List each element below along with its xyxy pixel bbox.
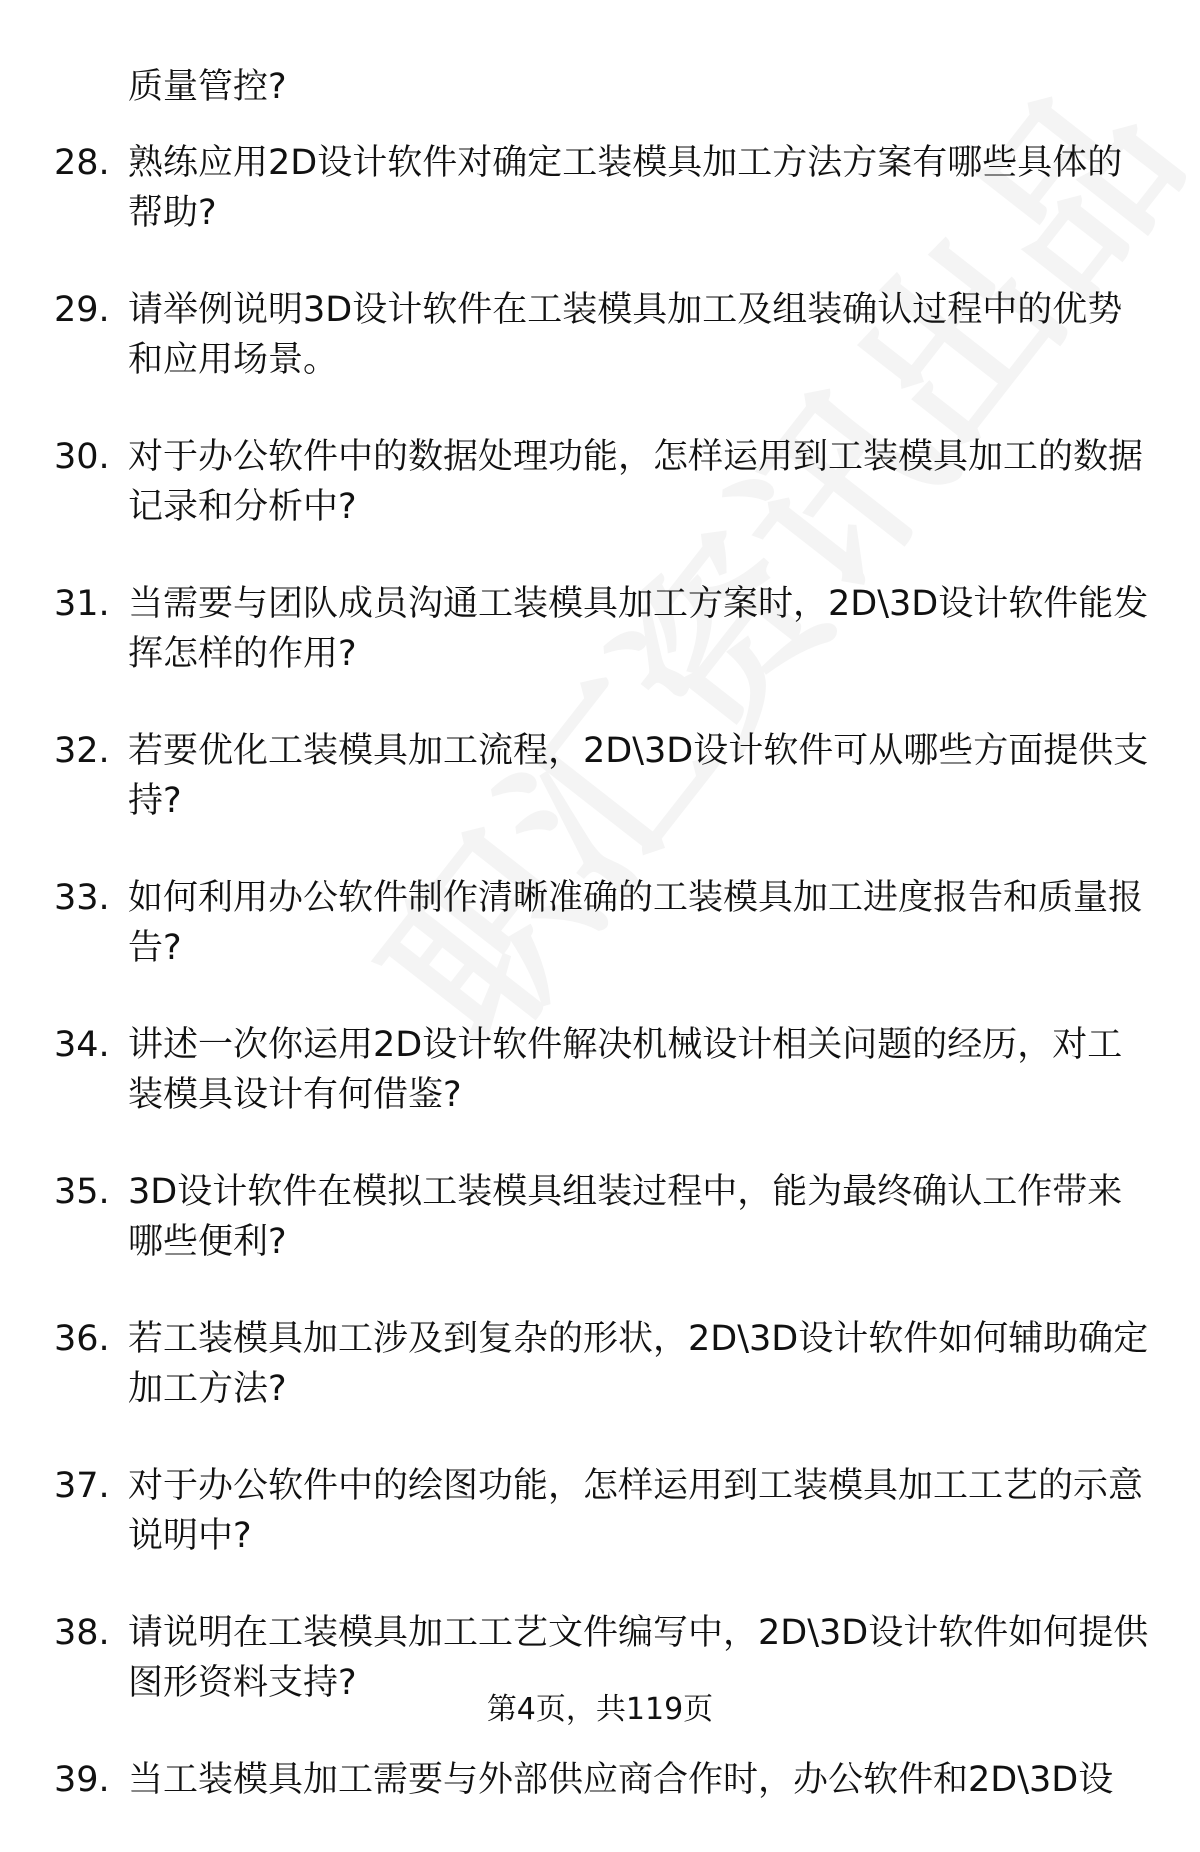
question-number: 28. (54, 143, 110, 183)
page-footer: 第4页，共119页 (486, 1692, 714, 1727)
question-text: 熟练应用2D设计软件对确定工装模具加工方法方案有哪些具体的帮助? (128, 143, 1123, 233)
question-text: 当工装模具加工需要与外部供应商合作时，办公软件和2D\3D设 (128, 1760, 1114, 1800)
question-number: 32. (54, 731, 110, 771)
question-number: 39. (54, 1760, 110, 1800)
question-text: 当需要与团队成员沟通工装模具加工方案时，2D\3D设计软件能发挥怎样的作用? (128, 584, 1149, 674)
question-number: 36. (54, 1319, 110, 1359)
question-number: 37. (54, 1466, 110, 1506)
question-text: 若工装模具加工涉及到复杂的形状，2D\3D设计软件如何辅助确定加工方法? (128, 1319, 1149, 1409)
question-item (0, 285, 1200, 385)
question-number: 31. (54, 584, 110, 624)
question-number: 30. (54, 437, 110, 477)
question-number: 34. (54, 1025, 110, 1065)
question-text: 对于办公软件中的数据处理功能，怎样运用到工装模具加工的数据记录和分析中? (128, 437, 1144, 527)
question-text: 若要优化工装模具加工流程，2D\3D设计软件可从哪些方面提供支持? (128, 731, 1149, 821)
question-text: 3D设计软件在模拟工装模具组装过程中，能为最终确认工作带来哪些便利? (128, 1172, 1123, 1262)
question-text: 请举例说明3D设计软件在工装模具加工及组装确认过程中的优势和应用场景。 (128, 290, 1123, 380)
question-item (0, 1020, 1200, 1120)
question-item (0, 726, 1200, 826)
question-item (0, 1314, 1200, 1414)
question-item (0, 1461, 1200, 1561)
question-item (0, 873, 1200, 973)
question-item (0, 138, 1200, 238)
question-text: 如何利用办公软件制作清晰准确的工装模具加工进度报告和质量报告? (128, 878, 1144, 968)
question-number: 38. (54, 1613, 110, 1653)
question-item (0, 579, 1200, 679)
question-item (0, 1167, 1200, 1267)
question-number: 35. (54, 1172, 110, 1212)
question-number: 33. (54, 878, 110, 918)
question-list (0, 138, 1200, 1852)
question-item (0, 432, 1200, 532)
question-text: 请说明在工装模具加工工艺文件编写中，2D\3D设计软件如何提供图形资料支持? (128, 1613, 1149, 1703)
question-number: 29. (54, 290, 110, 330)
question-text: 讲述一次你运用2D设计软件解决机械设计相关问题的经历，对工装模具设计有何借鉴? (128, 1025, 1123, 1115)
continuation-text: 质量管控? (128, 67, 287, 107)
question-item (0, 1755, 1200, 1805)
question-text: 对于办公软件中的绘图功能，怎样运用到工装模具加工工艺的示意说明中? (128, 1466, 1144, 1556)
